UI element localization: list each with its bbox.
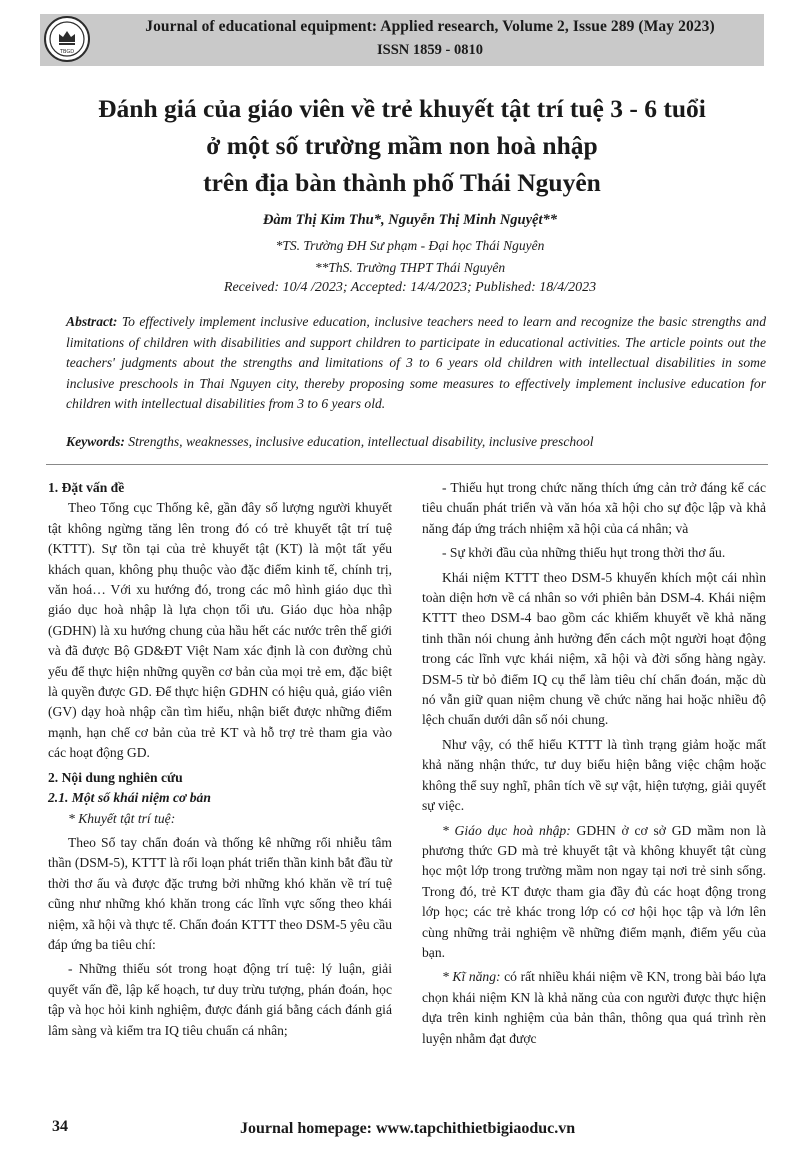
abstract-text: To effectively implement inclusive education, inclusive teachers need to learn and recognize the basic strengths and limitations of children with disabilities and support children to participate in educational activities. The article points out the teachers' judgments about the strengths and limitations of 3 to 6 years old children with intellectual disabilities in some inclusive preschools in Thai Nguyen city, thereby proposing some measures to effectively implement inclusive education for children with intellectual disabilities from 3 to 6 years old. [66, 314, 766, 412]
paragraph: * Giáo dục hoà nhập: GDHN ở cơ sở GD mầm non là phương thức GD mà trẻ khuyết tật và không khuyết tật cùng học một lớp trong trường mầm non ngay tại nơi trẻ sinh sống. Trong đó, trẻ KT được tham gia đầy đủ các hoạt động trong lớp học; các trẻ khác trong lớp có cơ hội học tập và lớn lên cùng những trải nghiệm về những điểm mạnh, điểm yếu của bạn. [422, 822, 766, 960]
section-heading: 1. Đặt vấn đề [48, 480, 125, 495]
affiliation-2: **ThS. Trường THPT Thái Nguyên [314, 260, 506, 275]
logo-text: TBGD [59, 49, 75, 55]
paragraph: * Kĩ năng: có rất nhiều khái niệm về KN, trong bài báo lựa chọn khái niệm KN là khả năng của con người được thực hiện dựa trên kinh nghiệm của bản thân, thông qua quá trình rèn luyện nhằm đạt được [422, 969, 766, 1046]
paragraph: Khái niệm KTTT theo DSM-5 khuyến khích một cái nhìn toàn diện hơn về cá nhân so với phiên bản DSM-4. Khái niệm KTTT theo DSM-4 bao gồm các khiếm khuyết về khả năng tinh thần nói chung ảnh hưởng đến cách một người hoạt động trong các lĩnh vực khái niệm, xã hội và đời sống hàng ngày. DSM-5 từ bỏ điểm IQ cụ thể làm tiêu chí chẩn đoán, mặc dù nó vẫn giữ quan niệm chung về chức năng hai hoặc nhiều độ lệch chuẩn dưới dân số nói chung. [422, 569, 766, 728]
left-column [48, 478, 392, 1045]
journal-logo-icon [44, 16, 90, 62]
term-heading: * Kĩ năng: [442, 969, 501, 985]
affiliation-1: *TS. Trường ĐH Sư phạm - Đại học Thái Nguyên [275, 238, 545, 253]
paragraph: - Những thiếu sót trong hoạt động trí tuệ: lý luận, giải quyết vấn đề, lập kế hoạch, tư duy trừu tượng, phán đoán, học tập và học hỏi kinh nghiệm, được đánh giá bằng cách đánh giá lâm sàng và kiểm tra IQ tiêu chuẩn cá nhân; [48, 961, 392, 1038]
title-line: Đánh giá của giáo viên về trẻ khuyết tật trí tuệ 3 - 6 tuổi [98, 94, 706, 123]
paragraph: Theo Tổng cục Thống kê, gần đây số lượng người khuyết tật không ngừng tăng lên trong đó có trẻ khuyết tật trí tuệ (KTTT). Sự tồn tại của trẻ khuyết tật (KT) là một tất yếu khách quan, không phụ thuộc vào đặc điểm kinh tế, chính trị, văn hoá… Với xu hướng đó, trong các mô hình giáo dục thì giáo dục hoà nhập là lựa chọn tối ưu. Giáo dục hòa nhập (GDHN) là xu hướng chung của hầu hết các nước trên thế giới và đã được Bộ GD&ĐT Việt Nam xác định là con đường chủ yếu để thực hiện những quyền cơ bản của mọi trẻ em, đặc biệt là quyền được GD. Để thực hiện GDHN có hiệu quả, giáo viên (GV) dạy hoà nhập cần tìm hiểu, nhận biết được những điểm mạnh, hạn chế cơ bản của trẻ KT và hỗ trợ trẻ tham gia vào các hoạt động GD. [48, 500, 392, 761]
page-number: 34 [52, 1118, 68, 1135]
section-heading: 2. Nội dung nghiên cứu [48, 769, 183, 785]
right-column [422, 478, 766, 1053]
title-line: ở một số trường mầm non hoà nhập [206, 131, 598, 160]
title-line: trên địa bàn thành phố Thái Nguyên [203, 168, 601, 197]
issn: ISSN 1859 - 0810 [377, 42, 483, 58]
keywords-text: Strengths, weaknesses, inclusive education, intellectual disability, inclusive preschool [124, 434, 594, 449]
paragraph: - Sự khởi đầu của những thiếu hụt trong thời thơ ấu. [442, 545, 726, 561]
keywords [66, 432, 766, 452]
journal-info: Journal of educational equipment: Applied research, Volume 2, Issue 289 (May 2023) [145, 18, 715, 35]
article-title [40, 90, 764, 201]
keywords-label: Keywords: [66, 434, 125, 449]
abstract-label: Abstract: [66, 314, 118, 329]
dates: Received: 10/4 /2023; Accepted: 14/4/2023; Published: 18/4/2023 [223, 280, 597, 295]
authors: Đàm Thị Kim Thu*, Nguyễn Thị Minh Nguyệt** [262, 212, 558, 228]
journal-homepage: Journal homepage: www.tapchithietbigiaoduc.vn [240, 1120, 576, 1137]
section-divider [46, 464, 768, 465]
paragraph: Như vậy, có thể hiểu KTTT là tình trạng giảm hoặc mất khả năng nhận thức, tư duy biểu hiện bằng việc chậm hoặc không thể suy nghĩ, phân tích về sự vật, hiện tượng, giải quyết sự việc. [422, 736, 766, 814]
paragraph: - Thiếu hụt trong chức năng thích ứng cản trở đáng kể các tiêu chuẩn phát triển và văn hóa xã hội cho sự độc lập và khả năng đáp ứng trách nhiệm xã hội của cá nhân; và [422, 480, 766, 536]
term-heading: * Khuyết tật trí tuệ: [68, 810, 176, 826]
subsection-heading: 2.1. Một số khái niệm cơ bản [48, 790, 211, 806]
term-heading: * Giáo dục hoà nhập: [442, 822, 571, 838]
abstract [66, 312, 766, 415]
paragraph: Theo Sổ tay chẩn đoán và thống kê những rối nhiễu tâm thần (DSM-5), KTTT là rối loạn phát triển thần kinh bắt đầu từ thời thơ ấu và được đặc trưng bởi những khó khăn về trí tuệ cũng như những khó khăn trong các lĩnh vực sống theo khái niệm, xã hội và thực tế. Chẩn đoán KTTT theo DSM-5 yêu cầu đáp ứng ba tiêu chí: [48, 834, 392, 952]
